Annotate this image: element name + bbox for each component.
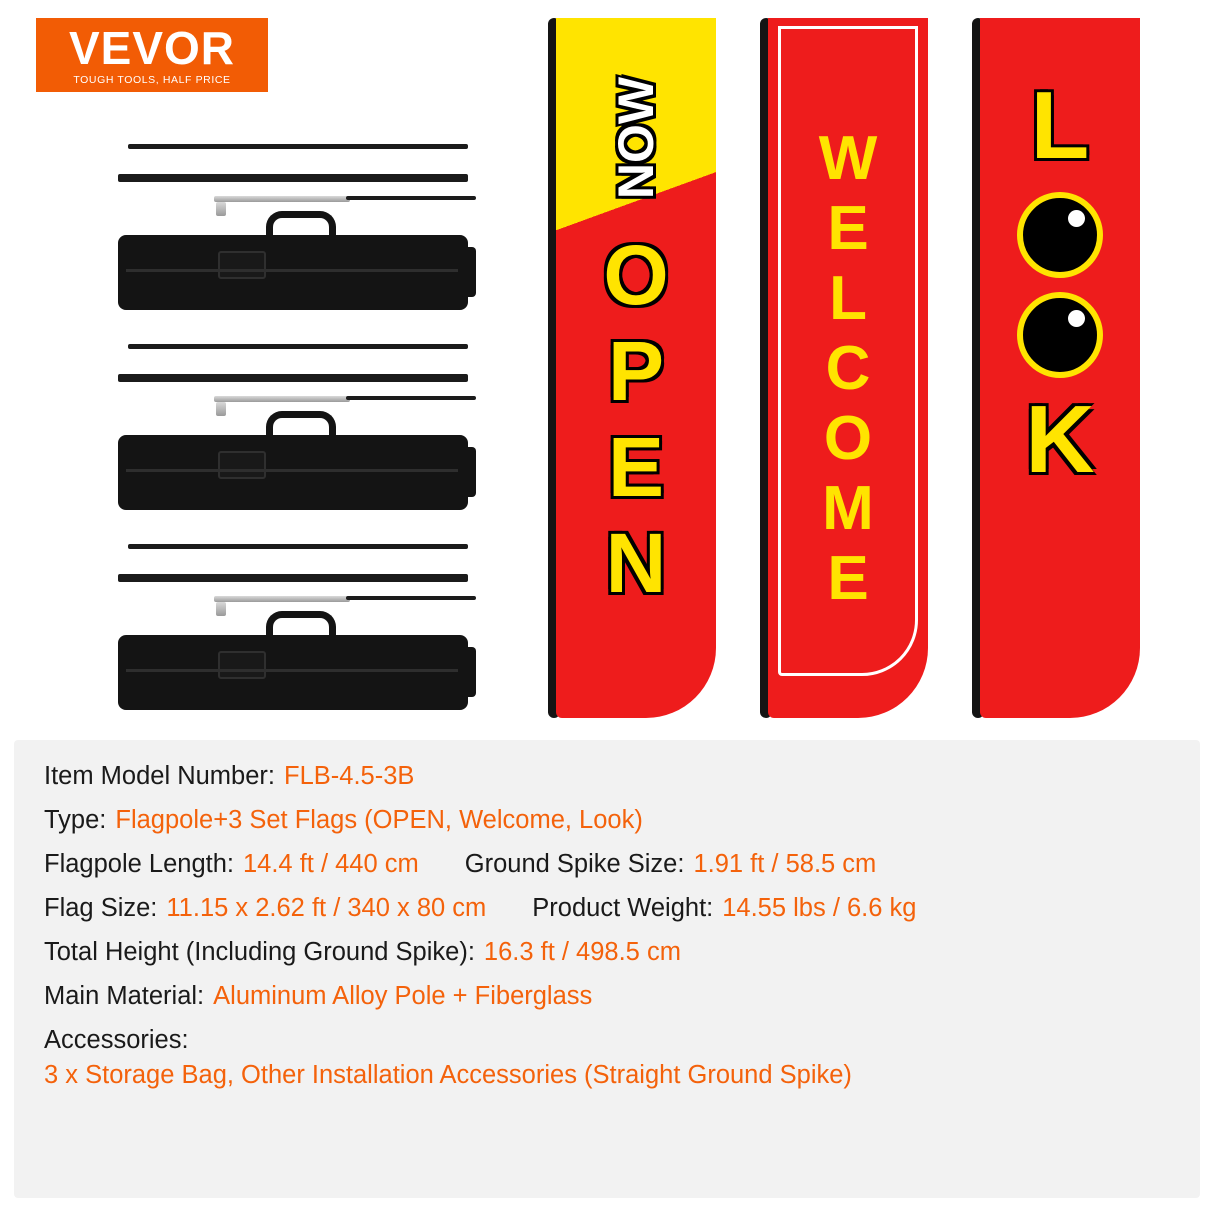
spec-row-accessories-label xyxy=(44,1026,1170,1055)
brand-tagline: TOUGH TOOLS, HALF PRICE xyxy=(73,73,231,86)
look-flag-body xyxy=(980,18,1140,718)
product-weight-label: Product Weight: xyxy=(532,894,714,922)
bag-label-window xyxy=(218,451,266,479)
spec-row-length-spike xyxy=(44,850,1170,879)
bag-zipper xyxy=(126,269,458,272)
flag-letter: N xyxy=(605,516,667,610)
bag-handle xyxy=(266,211,336,237)
total-height-label: Total Height (Including Ground Spike): xyxy=(44,938,475,966)
bag-handle xyxy=(266,611,336,637)
flag-letter: L xyxy=(1030,72,1090,179)
spec-row-model xyxy=(44,762,1170,791)
bag-end-cap xyxy=(460,647,476,697)
look-flag xyxy=(972,18,1132,718)
flag-letter: L xyxy=(829,264,867,333)
ground-spike-label: Ground Spike Size: xyxy=(464,850,685,878)
total-height-value: 16.3 ft / 498.5 cm xyxy=(483,938,681,966)
vevor-logo xyxy=(36,18,268,92)
model-value: FLB-4.5-3B xyxy=(284,762,415,790)
flagpole-length-label: Flagpole Length: xyxy=(44,850,234,878)
pole-segment xyxy=(346,396,476,400)
flag-letter: M xyxy=(822,474,874,543)
ground-spike xyxy=(214,196,350,202)
ground-spike-group xyxy=(465,850,877,879)
pole-segment xyxy=(118,574,468,582)
pole-segment xyxy=(118,374,468,382)
spec-row-total-height xyxy=(44,938,1170,967)
flag-letter: O xyxy=(823,404,873,473)
spike-flange xyxy=(216,602,226,616)
flag-size-label: Flag Size: xyxy=(44,894,158,922)
pole-segment xyxy=(118,174,468,182)
open-flag-letters xyxy=(556,228,716,617)
flag-kit-3 xyxy=(118,530,488,720)
type-label: Type: xyxy=(44,806,107,834)
main-material-value: Aluminum Alloy Pole + Fiberglass xyxy=(213,982,593,1010)
pole-segment xyxy=(346,196,476,200)
spike-flange xyxy=(216,202,226,216)
storage-bag xyxy=(118,435,468,510)
bag-end-cap xyxy=(460,447,476,497)
spec-row-size-weight xyxy=(44,894,1170,923)
accessories-label: Accessories: xyxy=(44,1026,189,1054)
spec-row-material xyxy=(44,982,1170,1011)
storage-bag xyxy=(118,635,468,710)
now-text-wrap xyxy=(556,78,716,198)
open-flag-body xyxy=(556,18,716,718)
bag-label-window xyxy=(218,651,266,679)
ground-spike-value: 1.91 ft / 58.5 cm xyxy=(693,850,877,878)
eye-icon xyxy=(1017,192,1103,278)
flag-kit-2 xyxy=(118,330,488,520)
eye-icon xyxy=(1017,292,1103,378)
flag-letter: P xyxy=(607,324,665,418)
open-flag xyxy=(548,18,708,718)
product-weight-group xyxy=(532,894,916,923)
specifications-panel xyxy=(14,740,1200,1198)
flag-letter: E xyxy=(607,420,665,514)
main-material-label: Main Material: xyxy=(44,982,205,1010)
welcome-flag xyxy=(760,18,920,718)
bag-zipper xyxy=(126,669,458,672)
pole-segment xyxy=(128,344,468,349)
model-label: Item Model Number: xyxy=(44,762,275,790)
flag-kit-1 xyxy=(118,130,488,320)
flag-letter: E xyxy=(827,544,869,613)
pole-segment xyxy=(128,544,468,549)
spike-flange xyxy=(216,402,226,416)
bag-zipper xyxy=(126,469,458,472)
flag-letter: O xyxy=(603,228,669,322)
type-value: Flagpole+3 Set Flags (OPEN, Welcome, Look) xyxy=(115,806,643,834)
open-flag-top-text: NOW xyxy=(607,76,664,200)
welcome-flag-body xyxy=(768,18,928,718)
spec-row-type xyxy=(44,806,1170,835)
welcome-flag-letters xyxy=(768,124,928,618)
flag-size-value: 11.15 x 2.62 ft / 340 x 80 cm xyxy=(166,894,487,922)
flag-letter: W xyxy=(818,124,878,193)
flag-letter: C xyxy=(825,334,871,403)
storage-bag xyxy=(118,235,468,310)
pole-segment xyxy=(346,596,476,600)
ground-spike xyxy=(214,396,350,402)
flag-letter: E xyxy=(827,194,869,263)
look-flag-letters xyxy=(980,72,1140,506)
pole-segment xyxy=(128,144,468,149)
product-weight-value: 14.55 lbs / 6.6 kg xyxy=(722,894,917,922)
bag-end-cap xyxy=(460,247,476,297)
bag-handle xyxy=(266,411,336,437)
brand-name: VEVOR xyxy=(68,21,236,74)
flagpole-length-value: 14.4 ft / 440 cm xyxy=(242,850,419,878)
accessories-value: 3 x Storage Bag, Other Installation Accessories (Straight Ground Spike) xyxy=(44,1061,852,1089)
ground-spike xyxy=(214,596,350,602)
flag-letter: K xyxy=(1025,386,1095,493)
bag-label-window xyxy=(218,251,266,279)
